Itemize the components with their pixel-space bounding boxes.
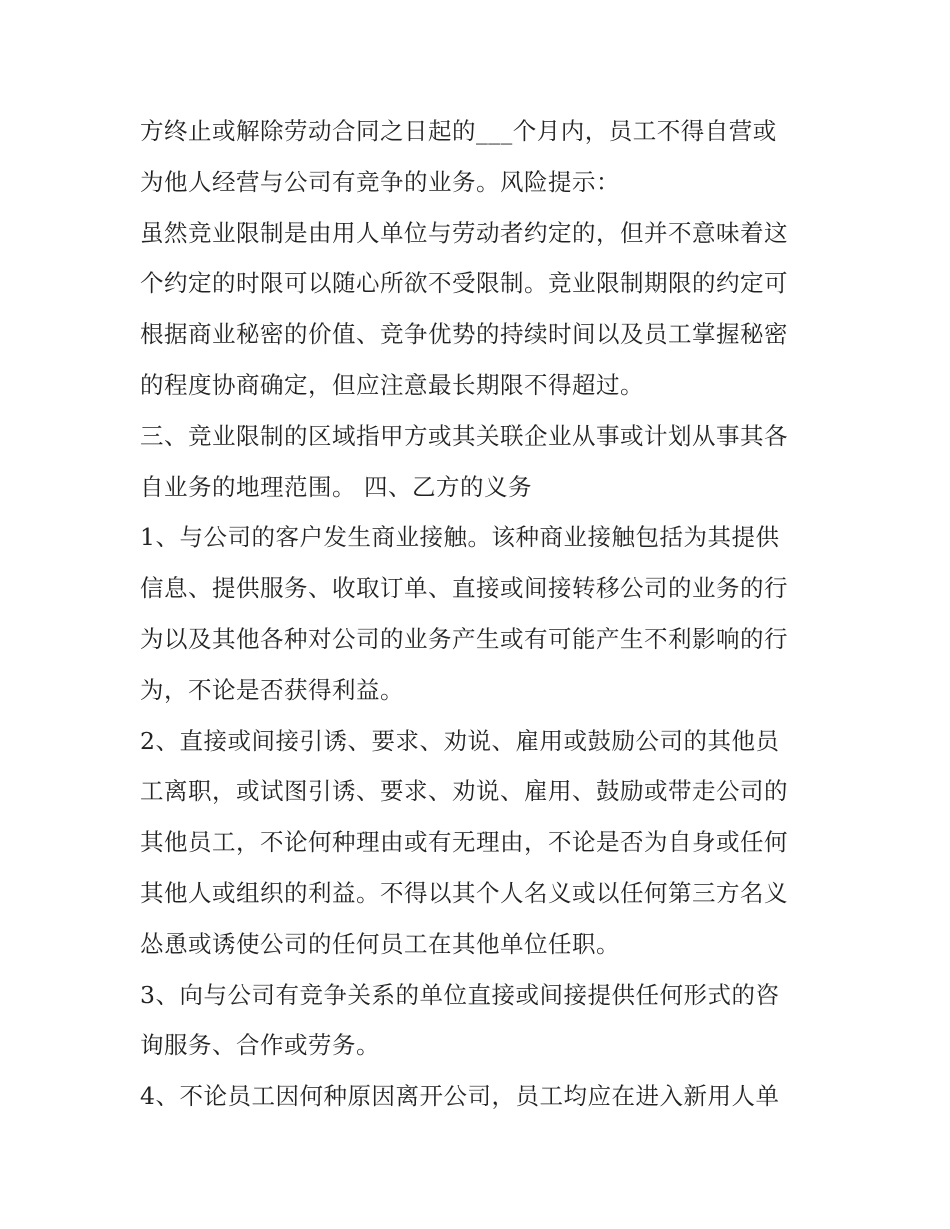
text-line: 其他员工，不论何种理由或有无理由，不论是否为自身或任何	[140, 828, 788, 857]
text-line: 虽然竞业限制是由用人单位与劳动者约定的，但并不意味着这	[140, 218, 788, 247]
text-line: 2、直接或间接引诱、要求、劝说、雇用或鼓励公司的其他员	[140, 726, 780, 755]
text-line: 个约定的时限可以随心所欲不受限制。竞业限制期限的约定可	[140, 269, 788, 298]
text-line: 信息、提供服务、收取订单、直接或间接转移公司的业务的行	[140, 574, 788, 603]
text-line: 怂恿或诱使公司的任何员工在其他单位任职。	[140, 929, 620, 958]
text-line: 三、竞业限制的区域指甲方或其关联企业从事或计划从事其各	[140, 421, 788, 450]
text-line: 的程度协商确定，但应注意最长期限不得超过。	[140, 370, 644, 399]
text-line: 为，不论是否获得利益。	[140, 675, 404, 704]
text-line: 为他人经营与公司有竞争的业务。风险提示：	[140, 167, 620, 196]
text-line: 3、向与公司有竞争关系的单位直接或间接提供任何形式的咨	[140, 980, 780, 1009]
text-line: 其他人或组织的利益。不得以其个人名义或以任何第三方名义	[140, 878, 788, 907]
text-line: 工离职，或试图引诱、要求、劝说、雇用、鼓励或带走公司的	[140, 777, 788, 806]
text-line: 根据商业秘密的价值、竞争优势的持续时间以及员工掌握秘密	[140, 320, 788, 349]
text-line: 1、与公司的客户发生商业接触。该种商业接触包括为其提供	[140, 523, 780, 552]
text-line: 4、不论员工因何种原因离开公司，员工均应在进入新用人单	[140, 1082, 780, 1111]
text-line: 询服务、合作或劳务。	[140, 1031, 380, 1060]
text-line: 为以及其他各种对公司的业务产生或有可能产生不利影响的行	[140, 624, 788, 653]
text-line: 自业务的地理范围。 四、乙方的义务	[140, 472, 532, 501]
document-body	[140, 106, 830, 1122]
text-line: 方终止或解除劳动合同之日起的___个月内，员工不得自营或	[140, 117, 777, 145]
